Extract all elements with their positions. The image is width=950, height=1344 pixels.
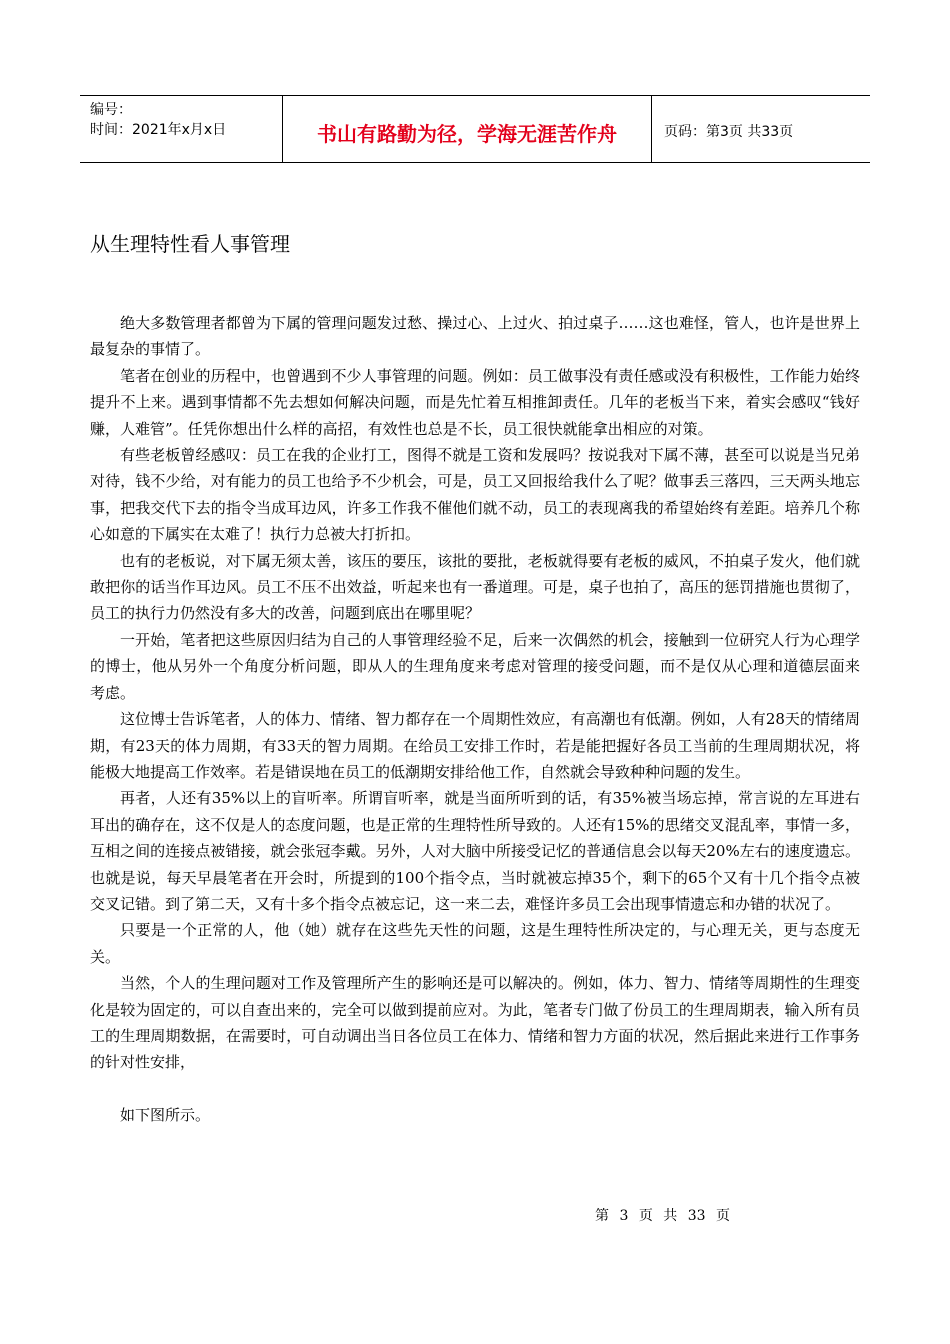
page-info-cell <box>652 96 870 162</box>
motto-text: 书山有路勤为径，学海无涯苦作舟 <box>317 121 617 146</box>
motto-cell <box>283 96 652 162</box>
paragraph: 笔者在创业的历程中，也曾遇到不少人事管理的问题。例如：员工做事没有责任感或没有积极性，工作能力始终提升不上来。遇到事情都不先去想如何解决问题，而是先忙着互相推卸责任。几年的老板当下来，着实会感叹“钱好赚，人难管”。任凭你想出什么样的高招，有效性也总是不长，员工很快就能拿出相应的对策。 <box>90 366 860 438</box>
header-table <box>80 95 870 163</box>
article-body <box>90 310 891 1128</box>
paragraph: 这位博士告诉笔者，人的体力、情绪、智力都存在一个周期性效应，有高潮也有低潮。例如，人有28天的情绪周期，有23天的体力周期，有33天的智力周期。在给员工安排工作时，若是能把握好各员工当前的生理周期状况，将能极大地提高工作效率。若是错误地在员工的低潮期安排给他工作，自然就会导致种种问题的发生。 <box>90 710 860 781</box>
paragraph: 有些老板曾经感叹：员工在我的企业打工，图得不就是工资和发展吗？按说我对下属不薄，甚至可以说是当兄弟对待，钱不少给，对有能力的员工也给予不少机会，可是，员工又回报给我什么了呢？做事丢三落四，三天两头地忘事，把我交代下去的指令当成耳边风，许多工作我不催他们就不动，员工的表现离我的希望始终有差距。培养几个称心如意的下属实在太难了！执行力总被大打折扣。 <box>90 446 860 544</box>
paragraph: 也有的老板说，对下属无须太善，该压的要压，该批的要批，老板就得要有老板的威风，不拍桌子发火，他们就敢把你的话当作耳边风。员工不压不出效益，听起来也有一番道理。可是，桌子也拍了，高压的惩罚措施也贯彻了，员工的执行力仍然没有多大的改善，问题到底出在哪里呢？ <box>90 551 860 623</box>
page-info-text: 页码：第3页 共33页 <box>664 124 794 140</box>
document-title: 从生理特性看人事管理 <box>90 232 290 256</box>
footer-page-number: 第 3 页 共 33 页 <box>595 1208 730 1224</box>
header-meta-cell <box>80 96 283 162</box>
paragraph: 只要是一个正常的人，他（她）就存在这些先天性的问题，这是生理特性所决定的，与心理无关，更与态度无关。 <box>90 921 860 966</box>
paragraph: 一开始，笔者把这些原因归结为自己的人事管理经验不足，后来一次偶然的机会，接触到一位研究人行为心理学的博士，他从另外一个角度分析问题，即从人的生理角度来考虑对管理的接受问题，而不是仅从心理和道德层面来 考虑。 <box>90 630 891 702</box>
paragraph: 绝大多数管理者都曾为下属的管理问题发过愁、操过心、上过火、拍过桌子……这也难怪，管人，也许是世界上最复杂的事情了。 <box>90 314 860 359</box>
page-footer <box>0 1205 950 1225</box>
paragraph: 如下图所示。 <box>120 1105 211 1124</box>
time-label: 时间：2021年x月x日 <box>90 122 227 138</box>
paragraph: 当然，个人的生理问题对工作及管理所产生的影响还是可以解决的。例如，体力、智力、情绪等周期性的生理变化是较为固定的，可以自查出来的，完全可以做到提前应对。为此，笔者专门做了份员工的生理周期表，输入所有员工的生理周期数据，在需要时，可自动调出当日各位员工在体力、情绪和智力方面的状况，然后据此来进行工作事务的针对性安排， <box>90 974 860 1072</box>
number-label: 编号： <box>90 102 132 118</box>
paragraph: 再者，人还有35%以上的盲听率。所谓盲听率，就是当面所听到的话，有35%被当场忘掉，常言说的左耳进右耳出的确存在，这不仅是人的态度问题，也是正常的生理特性所导致的。人还有15%的思绪交叉混乱率，事情一多，互相之间的连接点被错接，就会张冠李戴。另外，人对大脑中所接受记忆的普通信息会以每天20%左右的速度遗忘。也就是说，每天早晨笔者在开会时，所提到的100个指令点，当时就被忘掉35个，剩下的65个又有十几个指令点被交叉记错。到了第二天，又有十多个指令点被忘记，这一来二去，难怪许多员工会出现事情遗忘和办错的状况了。 <box>90 789 860 913</box>
